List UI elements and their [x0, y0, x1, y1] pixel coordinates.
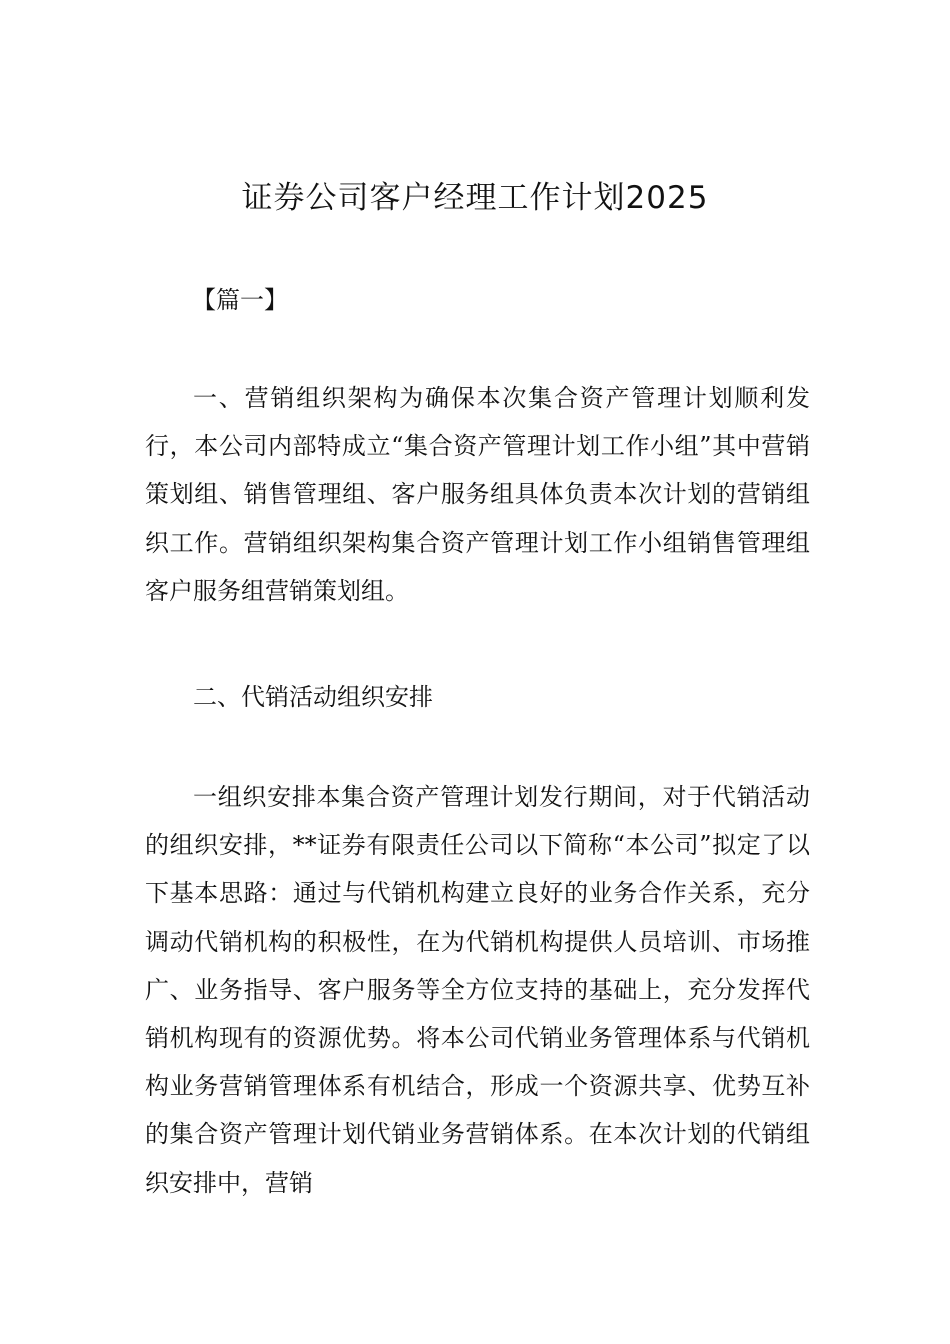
- section-label: 【篇一】: [192, 286, 288, 314]
- document-title: 证券公司客户经理工作计划2025: [241, 180, 709, 216]
- paragraph-marketing-organization: 一、营销组织架构为确保本次集合资产管理计划顺利发行，本公司内部特成立“集合资产管理计划工作小组”其中营销策划组、销售管理组、客户服务组具体负责本次计划的营销组织工作。营销组织架构集合资产管理计划工作小组销售管理组客户服务组营销策划组。: [145, 384, 810, 605]
- paragraph-heading-distribution: 二、代销活动组织安排: [193, 683, 433, 711]
- paragraph-distribution-arrangement: 一组织安排本集合资产管理计划发行期间，对于代销活动的组织安排，**证券有限责任公司以下简称“本公司”拟定了以下基本思路：通过与代销机构建立良好的业务合作关系，充分调动代销机构的积极性，在为代销机构提供人员培训、市场推广、业务指导、客户服务等全方位支持的基础上，充分发挥代销机构现有的资源优势。将本公司代销业务管理体系与代销机构业务营销管理体系有机结合，形成一个资源共享、优势互补的集合资产管理计划代销业务营销体系。在本次计划的代销组织安排中，营销: [145, 783, 810, 1197]
